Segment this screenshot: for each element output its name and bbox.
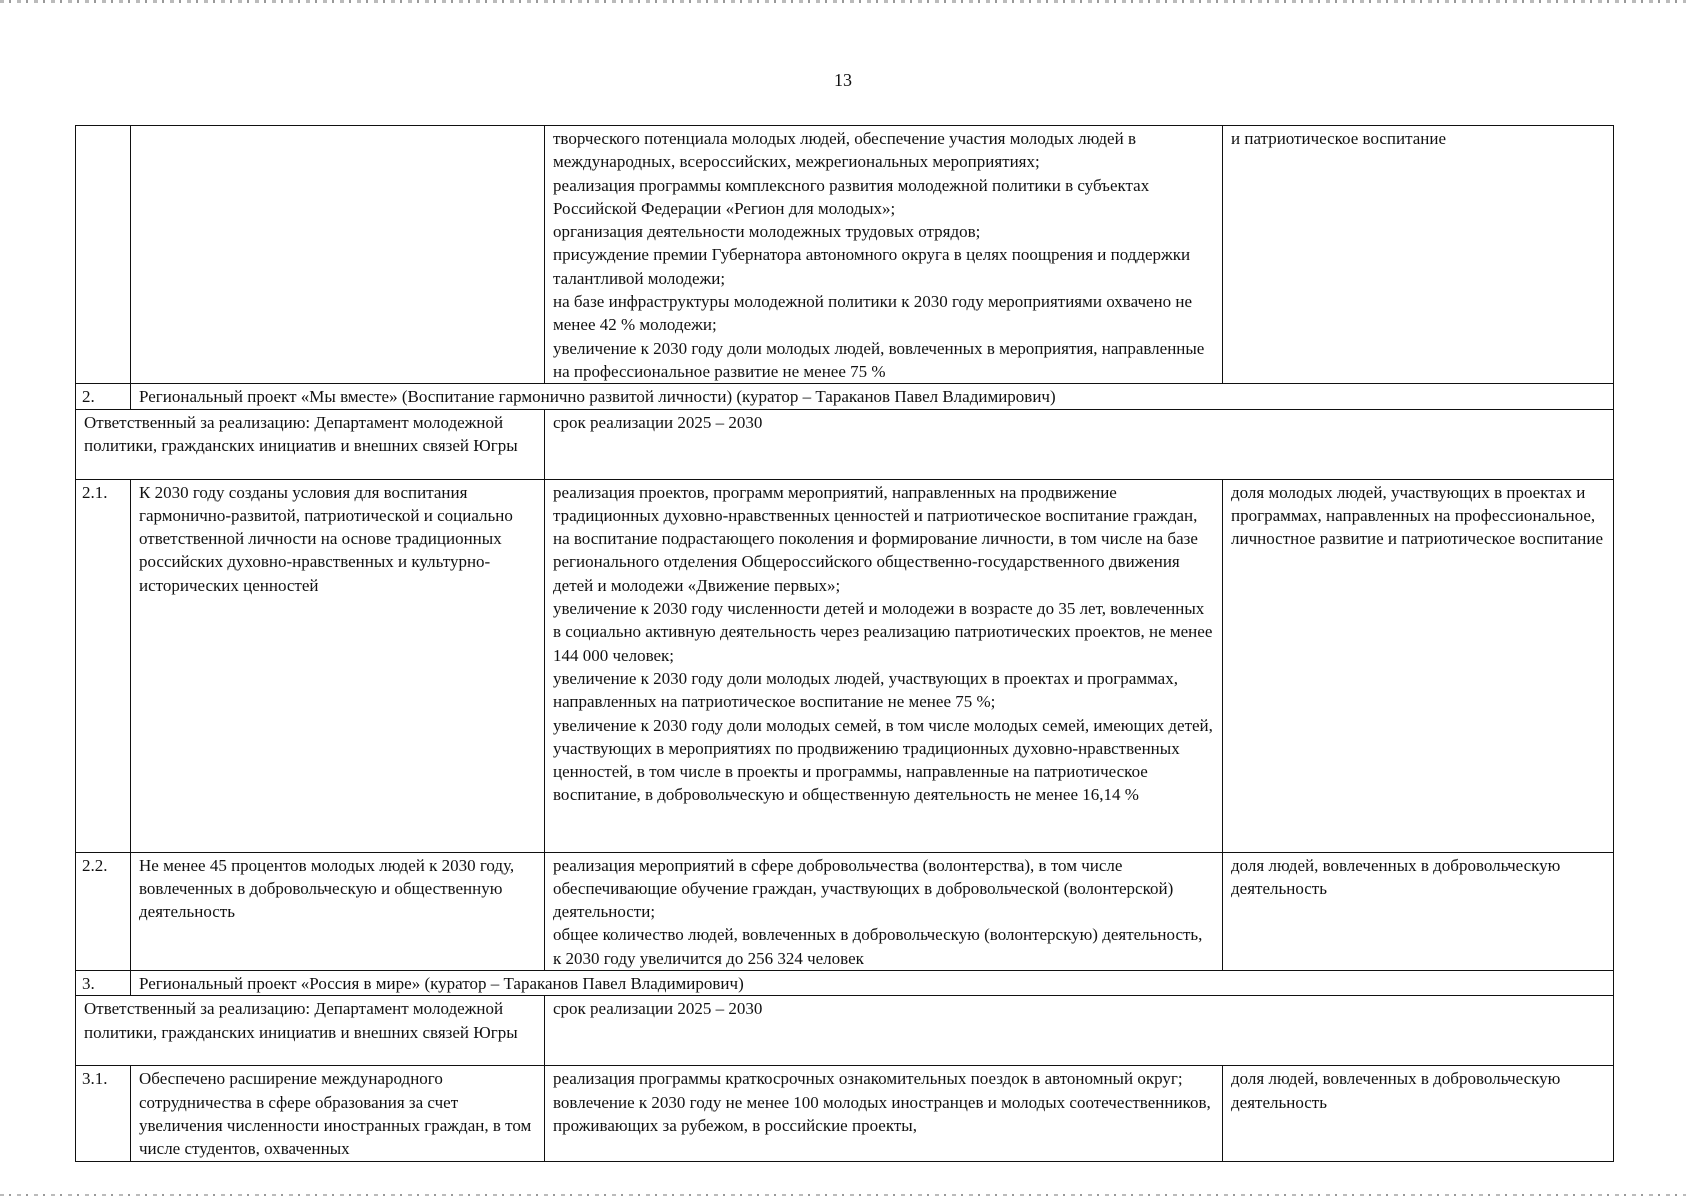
task-line: организация деятельности молодежных трудовых отрядов; [553,222,981,242]
task-line: присуждение премии Губернатора автономного округа в целях поощрения и поддержки талантливой молодежи; [553,245,1191,288]
task-line: творческого потенциала молодых людей, обеспечение участия молодых людей в международных, всероссийских, межрегиональных мероприятиях; [553,129,1136,172]
table-row-2-1 [76,479,1614,852]
cell-goal [131,126,545,384]
table-row-2-2 [76,852,1614,970]
task-line: на базе инфраструктуры молодежной политики к 2030 году мероприятиями охвачено не менее 42 % молодежи; [553,292,1193,335]
task-line: увеличение к 2030 году доли молодых семей, в том числе молодых семей, имеющих детей, участвующих в мероприятиях по продвижению традиционных духовно-нравственных ценностей, в том числе в проекты и программы, направленные на патриотическое воспитание, в добровольческую и общественную деятельность не менее 16,14 % [553,715,1213,805]
cell-number [76,126,131,384]
scan-edge-bottom [0,1194,1686,1196]
project-number: 2. [76,384,131,409]
cell-number: 2.2. [76,852,131,970]
cell-number: 2.1. [76,479,131,852]
table-row-3-1 [76,1066,1614,1161]
cell-indicator: и патриотическое воспитание [1223,126,1614,384]
responsible-cell: Ответственный за реализацию: Департамент молодежной политики, гражданских инициатив и внешних связей Югры [76,409,545,479]
cell-goal: Обеспечено расширение международного сотрудничества в сфере образования за счет увеличения численности иностранных граждан, в том числе студентов, охваченных [131,1066,545,1161]
project-title: Региональный проект «Мы вместе» (Воспитание гармонично развитой личности) (куратор – Тараканов Павел Владимирович) [131,384,1614,409]
term-cell: срок реализации 2025 – 2030 [545,409,1614,479]
scan-edge-top [0,0,1686,3]
program-table [75,125,1614,1162]
task-line: реализация программы комплексного развития молодежной политики в субъектах Российской Федерации «Регион для молодых»; [553,175,1150,218]
task-line: увеличение к 2030 году доли молодых людей, участвующих в проектах и программах, направленных на патриотическое воспитание не менее 75 %; [553,668,1178,712]
cell-tasks [545,126,1223,384]
task-line: реализация мероприятий в сфере добровольчества (волонтерства), в том числе обеспечивающие обучение граждан, участвующих в добровольческой (волонтерской) деятельности; [553,855,1174,922]
table-row-project-2 [76,384,1614,409]
cell-tasks [545,1066,1223,1161]
task-line: общее количество людей, вовлеченных в добровольческую (волонтерскую) деятельность, к 2030 году увеличится до 256 324 человек [553,925,1203,968]
cell-indicator: доля людей, вовлеченных в добровольческую деятельность [1223,1066,1614,1161]
task-line: увеличение к 2030 году доли молодых людей, вовлеченных в мероприятия, направленные на профессиональное развитие не менее 75 % [553,338,1205,381]
cell-tasks [545,479,1223,852]
cell-goal: К 2030 году созданы условия для воспитания гармонично-развитой, патриотической и социально ответственной личности на основе традиционных российских духовно-нравственных и культурно-исторических ценностей [131,479,545,852]
table-row-project-3 [76,971,1614,996]
task-line: реализация проектов, программ мероприятий, направленных на продвижение традиционных духовно-нравственных ценностей и патриотическое воспитание граждан, на воспитание подрастающего поколения и формирование личности, в том числе на базе регионального отделения Общероссийского общественно-государственного движения детей и молодежи «Движение первых»; [553,482,1198,595]
term-cell: срок реализации 2025 – 2030 [545,996,1614,1066]
table-row-continuation [76,126,1614,384]
task-line: увеличение к 2030 году численности детей и молодежи в возрасте до 35 лет, вовлеченных в социально активную деятельность через реализацию патриотических проектов, не менее 144 000 человек; [553,599,1213,665]
project-number: 3. [76,971,131,996]
table-row-responsible-3 [76,996,1614,1066]
cell-indicator: доля людей, вовлеченных в добровольческую деятельность [1223,852,1614,970]
cell-tasks [545,852,1223,970]
table-row-responsible-2 [76,409,1614,479]
cell-goal: Не менее 45 процентов молодых людей к 2030 году, вовлеченных в добровольческую и общественную деятельность [131,852,545,970]
page-number: 13 [834,70,852,90]
project-title: Региональный проект «Россия в мире» (куратор – Тараканов Павел Владимирович) [131,971,1614,996]
task-line: реализация программы краткосрочных ознакомительных поездок в автономный округ; [553,1069,1183,1089]
cell-indicator: доля молодых людей, участвующих в проектах и программах, направленных на профессиональное, личностное развитие и патриотическое воспитание [1223,479,1614,852]
cell-number: 3.1. [76,1066,131,1161]
task-line: вовлечение к 2030 году не менее 100 молодых иностранцев и молодых соотечественников, проживающих за рубежом, в российские проекты, [553,1092,1211,1135]
responsible-cell: Ответственный за реализацию: Департамент молодежной политики, гражданских инициатив и внешних связей Югры [76,996,545,1066]
